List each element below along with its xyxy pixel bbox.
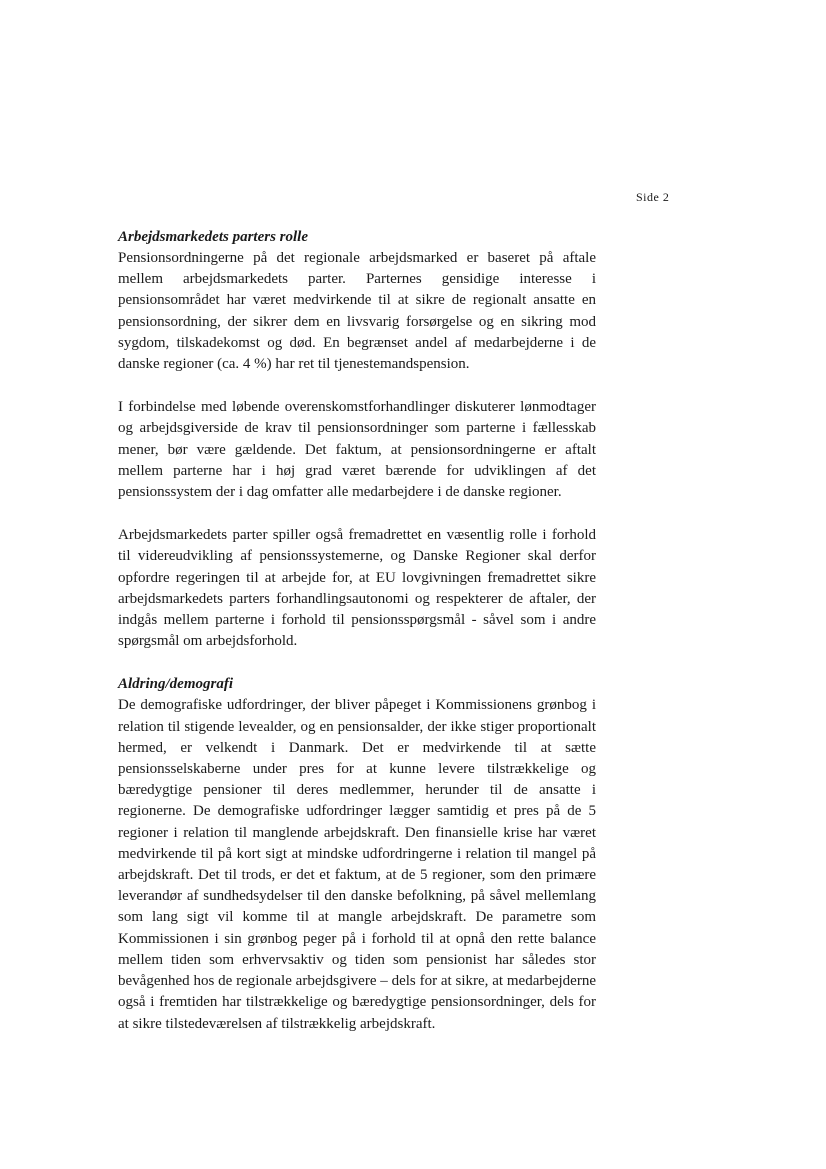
section-heading: Arbejdsmarkedets parters rolle (118, 229, 308, 245)
paragraph: I forbindelse med løbende overenskomstforhandlinger diskuterer lønmodtager og arbejdsgiverside de krav til pensionsordninger som parterne i fællesskab mener, bør være gældende. Det faktum, at pensionsordningerne er aftalt mellem parterne har i høj grad været bærende for udviklingen af det pensionssystem der i dag omfatter alle medarbejdere i de danske regioner. (118, 399, 596, 501)
section-aldring-demografi (118, 674, 596, 1034)
document-body (118, 227, 596, 1035)
paragraph: De demografiske udfordringer, der bliver påpeget i Kommissionens grønbog i relation til stigende levealder, og en pensionsalder, der ikke stiger proportionalt hermed, er velkendt i Danmark. Det er medvirkende til at sætte pensionsselskaberne under pres for at kunne levere tilstrækkelige og bæredygtige pensioner til deres medlemmer, herunder til de ansatte i regionerne. De demografiske udfordringer lægger samtidig et pres på de 5 regioner i relation til manglende arbejdskraft. Den finansielle krise har været medvirkende til på kort sigt at mindske udfordringerne i relation til mangel på arbejdskraft. Det til trods, er det et faktum, at de 5 regioner, som den primære leverandør af sundhedsydelser til den danske befolkning, på såvel mellemlang som lang sigt vil komme til at mangle arbejdskraft. De parametre som Kommissionen i sin grønbog peger på i forhold til at opnå den rette balance mellem tiden som erhvervsaktiv og tiden som pensionist har således stor bevågenhed hos de regionale arbejdsgivere – dels for at sikre, at medarbejderne også i fremtiden har tilstrækkelige og bæredygtige pensionsordninger, dels for at sikre tilstedeværelsen af tilstrækkelig arbejdskraft. (118, 697, 596, 1032)
paragraph: Arbejdsmarkedets parter spiller også fremadrettet en væsentlig rolle i forhold til videreudvikling af pensionssystemerne, og Danske Regioner skal derfor opfordre regeringen til at arbejde for, at EU lovgivningen fremadrettet sikre arbejdsmarkedets parters forhandlingsautonomi og respekterer de aftaler, der indgås mellem parterne i forhold til pensionsspørgsmål - såvel som i andre spørgsmål om arbejdsforhold. (118, 527, 596, 650)
section-parters-rolle (118, 227, 596, 652)
paragraph: Pensionsordningerne på det regionale arbejdsmarked er baseret på aftale mellem arbejdsmarkedets parter. Parternes gensidige interesse i pensionsområdet har været medvirkende til at sikre de regionalt ansatte en pensionsordning, der sikrer dem en livsvarig forsørgelse og en sikring mod sygdom, tilskadekomst og død. En begrænset andel af medarbejderne i de danske regioner (ca. 4 %) har ret til tjenestemandspension. (118, 250, 596, 373)
page-number: Side 2 (636, 190, 670, 204)
section-heading: Aldring/demografi (118, 676, 234, 693)
